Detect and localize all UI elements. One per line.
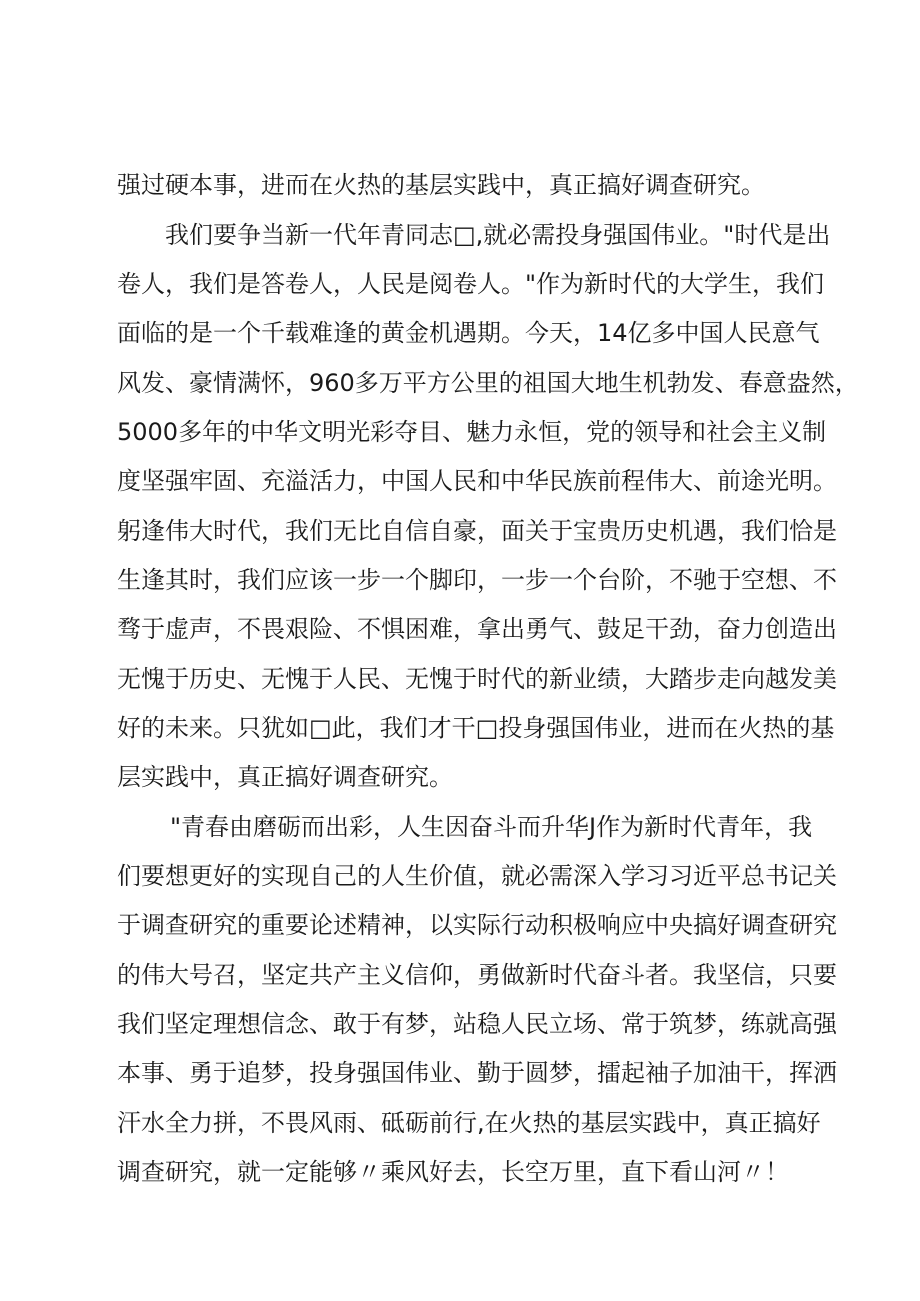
text-line: 我们要争当新一代年青同志□,就必需投身强国伟业。"时代是出	[165, 221, 831, 249]
text-line: 们要想更好的实现自己的人生价值，就必需深入学习习近平总书记关	[117, 862, 837, 890]
text-line: 面临的是一个千载难逢的黄金机遇期。今天，14亿多中国人民意气	[117, 319, 820, 347]
text-line: 躬逢伟大时代，我们无比自信自豪，面关于宝贵历史机遇，我们恰是	[117, 517, 837, 545]
text-line: 于调查研究的重要论述精神，以实际行动积极响应中央搞好调查研究	[117, 911, 837, 939]
text-line: 5000多年的中华文明光彩夺目、魅力永恒，党的领导和社会主义制	[117, 418, 827, 446]
text-line: 卷人，我们是答卷人，人民是阅卷人。"作为新时代的大学生，我们	[117, 270, 825, 298]
text-line: 生逢其时，我们应该一步一个脚印，一步一个台阶，不驰于空想、不	[117, 566, 837, 594]
text-line: 层实践中，真正搞好调查研究。	[117, 763, 453, 791]
text-line: 我们坚定理想信念、敢于有梦，站稳人民立场、常于筑梦，练就高强	[117, 1010, 837, 1038]
text-line: 度坚强牢固、充溢活力，中国人民和中华民族前程伟大、前途光明。	[117, 467, 837, 495]
text-line: 好的未来。只犹如□此，我们才干□投身强国伟业，进而在火热的基	[117, 714, 835, 742]
text-line: 本事、勇于追梦，投身强国伟业、勤于圆梦，擂起袖子加油干，挥洒	[117, 1059, 837, 1087]
text-line: 强过硬本事，进而在火热的基层实践中，真正搞好调查研究。	[117, 171, 765, 199]
text-line: 汗水全力拼，不畏风雨、砥砺前行,在火热的基层实践中，真正搞好	[117, 1109, 821, 1137]
text-line: 的伟大号召，坚定共产主义信仰，勇做新时代奋斗者。我坚信，只要	[117, 961, 837, 989]
text-line: "青春由磨砺而出彩，人生因奋斗而升华J作为新时代青年，我	[170, 813, 813, 841]
text-line: 骛于虚声，不畏艰险、不惧困难，拿出勇气、鼓足干劲，奋力创造出	[117, 615, 837, 643]
text-line: 无愧于历史、无愧于人民、无愧于时代的新业绩，大踏步走向越发美	[117, 665, 837, 693]
text-line: 调查研究，就一定能够〃乘风好去，长空万里，直下看山河〃！	[117, 1158, 789, 1186]
text-line: 风发、豪情满怀，960多万平方公里的祖国大地生机勃发、春意盎然，	[117, 369, 859, 397]
